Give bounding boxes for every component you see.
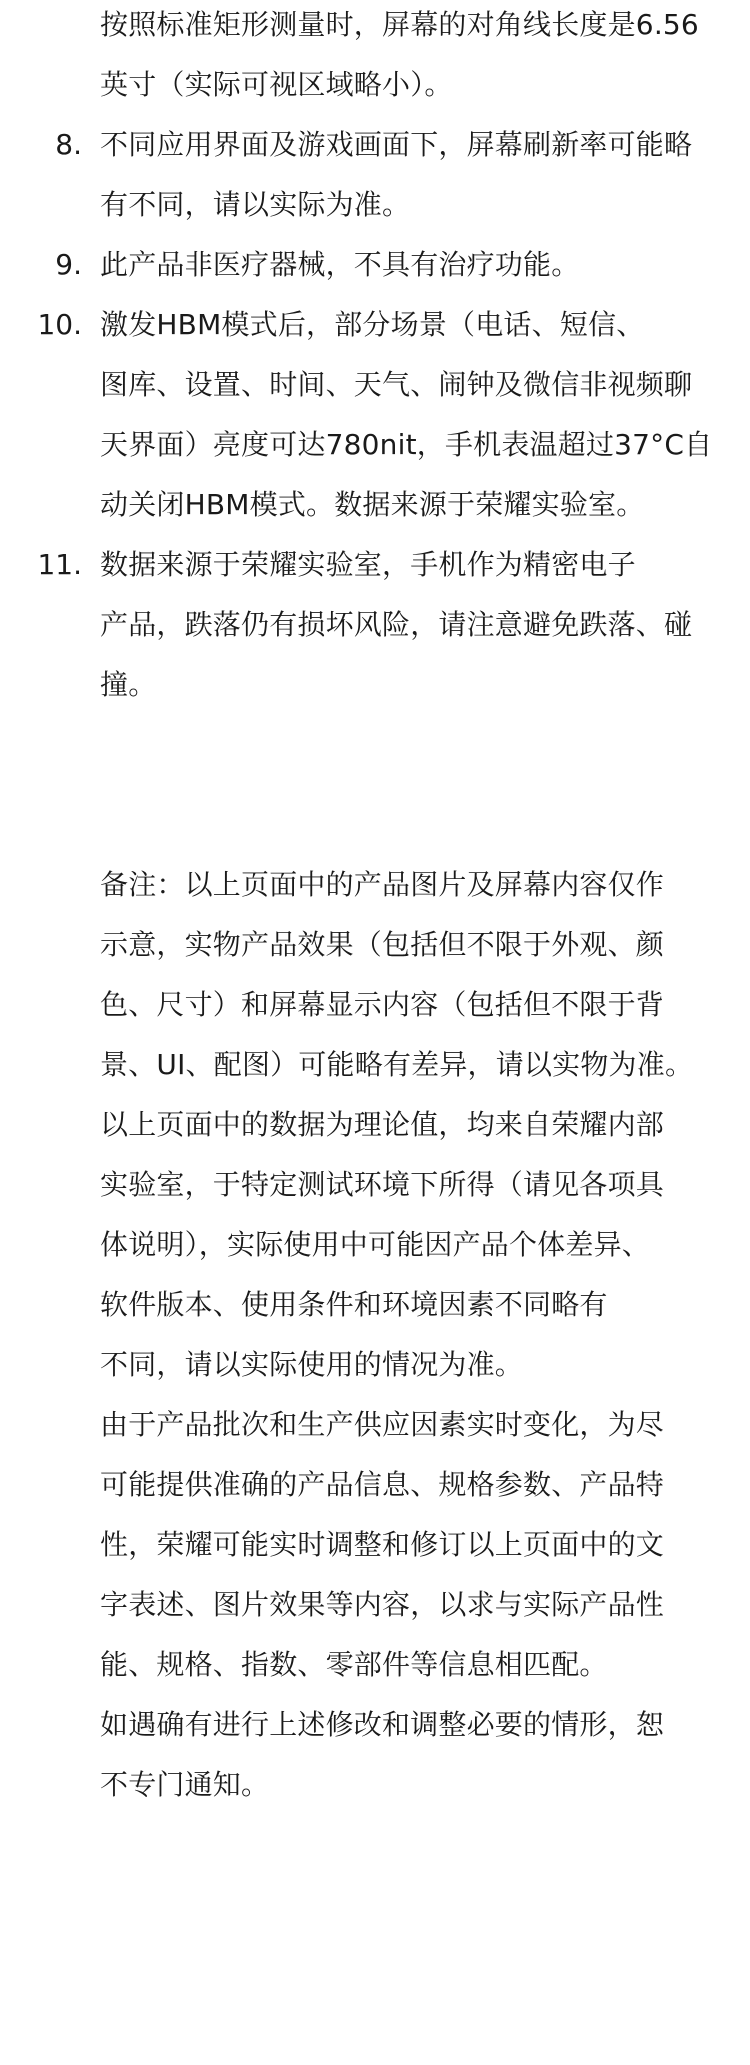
item-11-line-2: 撞。 xyxy=(100,668,157,701)
item-10-line-2: 天界面）亮度可达780nit，手机表温超过37°C自 xyxy=(100,428,713,461)
item-0-line-0: 按照标准矩形测量时，屏幕的对角线长度是6.56 xyxy=(100,8,699,41)
remark-line-15: 不专门通知。 xyxy=(100,1768,270,1801)
remark-line-2: 色、尺寸）和屏幕显示内容（包括但不限于背 xyxy=(100,988,665,1021)
remark-line-12: 字表述、图片效果等内容，以求与实际产品性 xyxy=(100,1588,665,1621)
item-10-line-1: 图库、设置、时间、天气、闹钟及微信非视频聊 xyxy=(100,368,693,401)
remark-line-7: 软件版本、使用条件和环境因素不同略有 xyxy=(100,1288,608,1321)
item-11-line-0: 数据来源于荣耀实验室，手机作为精密电子 xyxy=(100,548,636,581)
item-9-line-0: 此产品非医疗器械，不具有治疗功能。 xyxy=(100,248,580,281)
remark-line-1: 示意，实物产品效果（包括但不限于外观、颜 xyxy=(100,928,665,961)
item-8-line-1: 有不同，请以实际为准。 xyxy=(100,188,411,221)
remark-line-4: 以上页面中的数据为理论值，均来自荣耀内部 xyxy=(100,1108,665,1141)
item-10-line-3: 动关闭HBM模式。数据来源于荣耀实验室。 xyxy=(100,488,645,521)
item-11-number: 11. xyxy=(37,548,82,581)
item-8-number: 8. xyxy=(55,128,82,161)
remark-line-9: 由于产品批次和生产供应因素实时变化，为尽 xyxy=(100,1408,665,1441)
remark-line-8: 不同，请以实际使用的情况为准。 xyxy=(100,1348,524,1381)
remark-line-0: 备注：以上页面中的产品图片及屏幕内容仅作 xyxy=(100,868,665,901)
remark-line-11: 性，荣耀可能实时调整和修订以上页面中的文 xyxy=(100,1528,665,1561)
item-9-number: 9. xyxy=(55,248,82,281)
remark-line-10: 可能提供准确的产品信息、规格参数、产品特 xyxy=(100,1468,665,1501)
item-10-number: 10. xyxy=(37,308,82,341)
item-11-line-1: 产品，跌落仍有损坏风险，请注意避免跌落、碰 xyxy=(100,608,693,641)
remark-line-6: 体说明），实际使用中可能因产品个体差异、 xyxy=(100,1228,651,1261)
remark-line-14: 如遇确有进行上述修改和调整必要的情形，恕 xyxy=(100,1708,665,1741)
remark-line-3: 景、UI、配图）可能略有差异，请以实物为准。 xyxy=(100,1048,694,1081)
item-10-line-0: 激发HBM模式后，部分场景（电话、短信、 xyxy=(100,308,645,341)
remark-line-13: 能、规格、指数、零部件等信息相匹配。 xyxy=(100,1648,608,1681)
remark-line-5: 实验室，于特定测试环境下所得（请见各项具 xyxy=(100,1168,665,1201)
item-0-line-1: 英寸（实际可视区域略小）。 xyxy=(100,68,453,101)
item-8-line-0: 不同应用界面及游戏画面下，屏幕刷新率可能略 xyxy=(100,128,693,161)
